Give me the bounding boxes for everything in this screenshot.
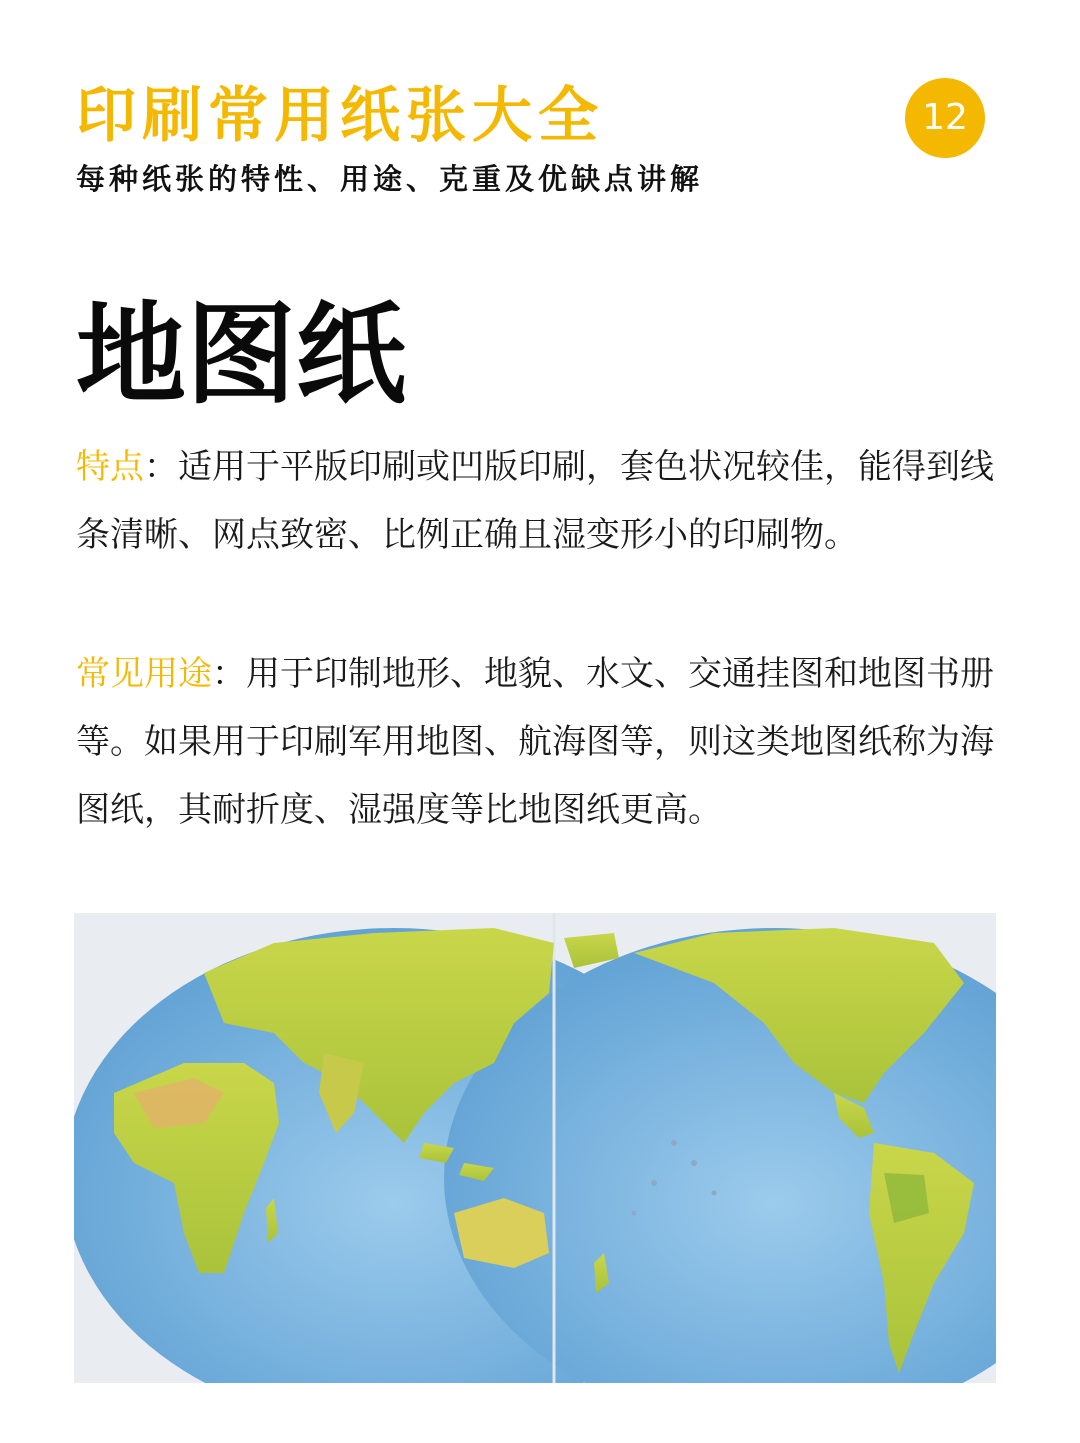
features-label: 特点 — [76, 447, 144, 487]
uses-separator: ： — [212, 654, 246, 694]
features-paragraph — [76, 433, 1016, 569]
series-title: 印刷常用纸张大全 — [76, 81, 604, 151]
world-map-illustration — [74, 913, 996, 1383]
uses-label: 常见用途 — [76, 654, 212, 694]
world-map-image — [74, 913, 996, 1383]
uses-text: 用于印制地形、地貌、水文、交通挂图和地图书册等。如果用于印刷军用地图、航海图等，则这类地图纸称为海图纸，其耐折度、湿强度等比地图纸更高。 — [76, 654, 994, 830]
series-subtitle: 每种纸张的特性、用途、克重及优缺点讲解 — [76, 162, 704, 196]
features-text: 适用于平版印刷或凹版印刷，套色状况较佳，能得到线条清晰、网点致密、比例正确且湿变形小的印刷物。 — [76, 447, 994, 555]
features-separator: ： — [144, 447, 178, 487]
page-number-badge: 12 — [905, 78, 985, 158]
page-title: 地图纸 — [76, 291, 406, 419]
uses-paragraph — [76, 640, 1016, 844]
